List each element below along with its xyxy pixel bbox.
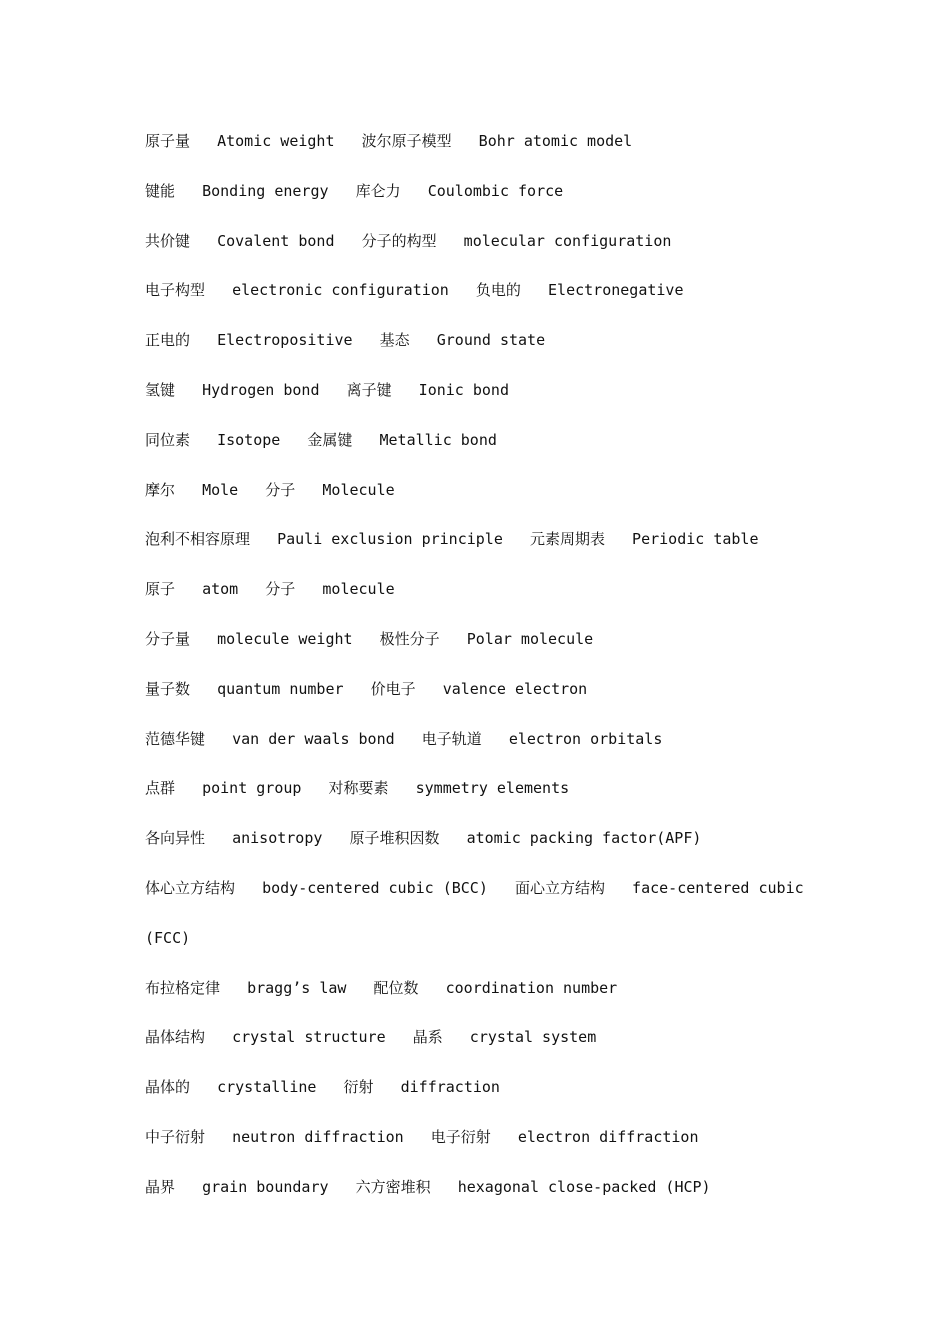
glossary-line: 晶界 grain boundary 六方密堆积 hexagonal close-packed (HCP) xyxy=(145,1177,711,1196)
glossary-line: 分子量 molecule weight 极性分子 Polar molecule xyxy=(145,629,594,648)
glossary-line: 原子量 Atomic weight 波尔原子模型 Bohr atomic model xyxy=(145,132,633,150)
glossary-line: 电子构型 electronic configuration 负电的 Electronegative xyxy=(145,281,684,300)
glossary-line: 泡利不相容原理 Pauli exclusion principle 元素周期表 Periodic table xyxy=(145,530,759,549)
glossary-line: 摩尔 Mole 分子 Molecule xyxy=(145,480,395,499)
glossary-line: 点群 point group 对称要素 symmetry elements xyxy=(145,779,570,798)
glossary-line: 原子 atom 分子 molecule xyxy=(145,580,395,599)
glossary-line: 共价键 Covalent bond 分子的构型 molecular configuration xyxy=(145,231,672,250)
glossary-line: 范德华键 van der waals bond 电子轨道 electron orbitals xyxy=(145,729,663,748)
glossary-line: 氢键 Hydrogen bond 离子键 Ionic bond xyxy=(145,380,509,399)
glossary-line: 晶体结构 crystal structure 晶系 crystal system xyxy=(145,1028,597,1047)
glossary-line: 键能 Bonding energy 库仑力 Coulombic force xyxy=(145,181,564,200)
glossary-line: 同位素 Isotope 金属键 Metallic bond xyxy=(145,430,497,449)
glossary-text xyxy=(145,127,835,1223)
glossary-line: 正电的 Electropositive 基态 Ground state xyxy=(145,331,546,350)
glossary-line: 量子数 quantum number 价电子 valence electron xyxy=(145,679,588,698)
glossary-line: 布拉格定律 bragg’s law 配位数 coordination number xyxy=(145,978,618,997)
glossary-line: (FCC) xyxy=(145,928,191,947)
glossary-line: 晶体的 crystalline 衍射 diffraction xyxy=(145,1078,500,1097)
glossary-line: 体心立方结构 body-centered cubic (BCC) 面心立方结构 face-centered cubic xyxy=(145,878,804,897)
glossary-line: 中子衍射 neutron diffraction 电子衍射 electron diffraction xyxy=(145,1127,699,1146)
glossary-line: 各向异性 anisotropy 原子堆积因数 atomic packing factor(APF) xyxy=(145,829,702,848)
